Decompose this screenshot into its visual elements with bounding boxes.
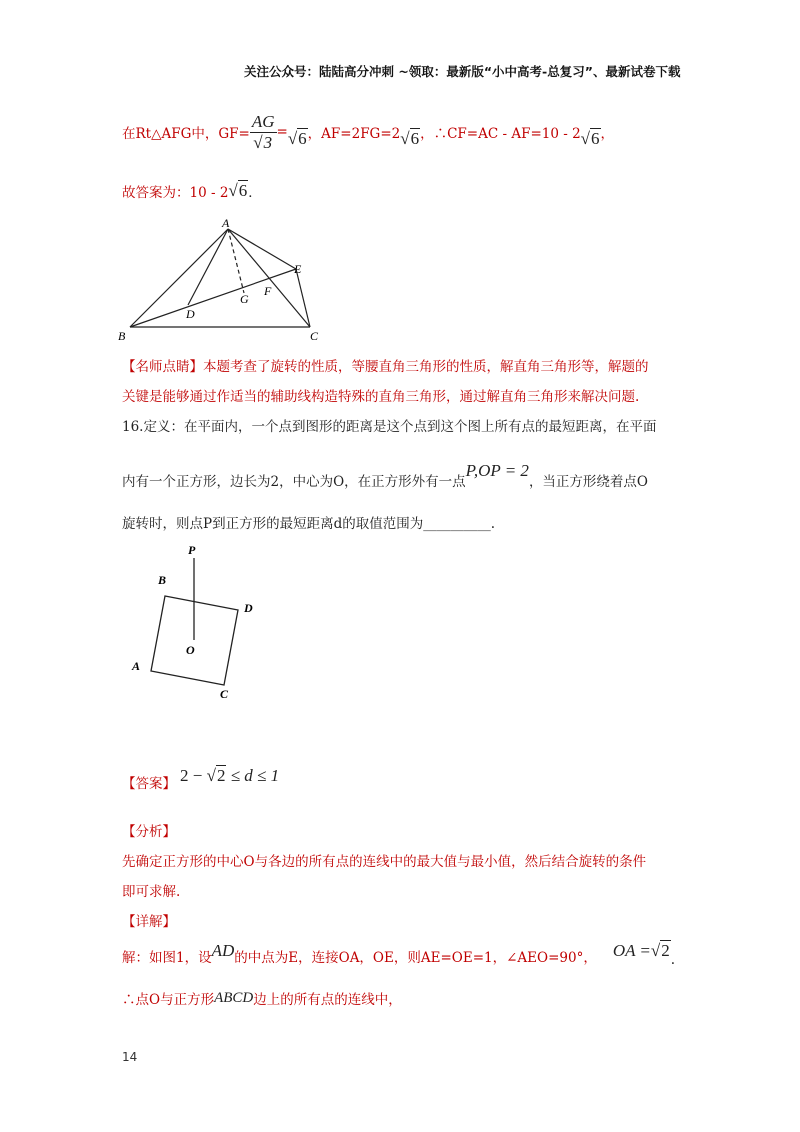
label-o: O (186, 643, 195, 657)
triangle-figure (110, 215, 340, 345)
answer-end: ． (248, 185, 262, 201)
q16-line-2-b: ，当正方形绕着点O (528, 474, 649, 490)
label-c: C (310, 329, 319, 343)
answer-line-15 (122, 181, 262, 201)
answer-sqrt2: 2 (216, 766, 226, 785)
detail-line-1-a: 解：如图1，设 (122, 950, 212, 966)
q16-line-3: 旋转时，则点P到正方形的最短距离d的取值范围为__________. (122, 516, 496, 532)
label-b2: B (158, 573, 167, 587)
solution-line-1 (122, 112, 614, 152)
detail-line-2 (122, 988, 402, 1008)
label-a: A (222, 216, 230, 230)
q16-line-1: 16.定义：在平面内，一个点到图形的距离是这个点到这个图上所有点的最短距离，在平面 (122, 419, 657, 435)
line-ae (228, 229, 296, 269)
label-g: G (240, 292, 249, 306)
square-figure (120, 540, 280, 705)
comment-text-1: 本题考查了旋转的性质，等腰直角三角形的性质，解直角三角形等，解题的 (203, 359, 649, 375)
answer-prefix: 故答案为：10 - 2 (122, 185, 229, 201)
analysis-line-1: 先确定正方形的中心O与各边的所有点的连线中的最大值与最小值，然后结合旋转的条件 (122, 854, 647, 870)
fraction-denominator: √3 (253, 132, 273, 152)
answer-tag: 【答案】 (122, 776, 176, 792)
sqrt6-a: √6 (287, 129, 307, 148)
detail-line-2-b: 边上的所有点的连线中， (253, 992, 402, 1008)
answer-math: 2 − √2 ≤ d ≤ 1 (180, 766, 280, 785)
analysis-line-2: 即可求解. (122, 884, 181, 900)
detail-line-1-end: . (670, 952, 676, 968)
label-p: P (188, 543, 196, 557)
detail-abcd: ABCD (214, 989, 254, 1006)
line-ad (188, 229, 228, 305)
comment-tag: 【名师点睛】 (122, 359, 203, 375)
detail-tag: 【详解】 (122, 914, 176, 930)
q16-math-p-op: P,OP = 2 (465, 461, 529, 480)
af-part: ，AF=2FG=2 (307, 126, 401, 142)
line-be (130, 269, 296, 327)
label-d2: D (244, 601, 253, 615)
detail-oa: OA = (612, 941, 651, 960)
sqrt6-c: √6 (580, 129, 600, 148)
label-b: B (118, 329, 126, 343)
fraction-ag-over-sqrt3 (250, 112, 277, 153)
page-header: 关注公众号：陆陆高分冲刺 ~领取：最新版“小中高考-总复习”、最新试卷下载 (244, 64, 681, 79)
label-a2: A (132, 659, 141, 673)
answer-line (122, 766, 280, 792)
detail-sqrt2: √2 (650, 941, 670, 960)
analysis-tag: 【分析】 (122, 824, 176, 840)
detail-line-2-a: ∴点O与正方形 (122, 992, 215, 1008)
line-ab (130, 229, 228, 327)
answer-math-a: 2 − (180, 766, 207, 785)
cf-part: ，∴CF=AC - AF=10 - 2 (420, 126, 581, 142)
label-e: E (294, 262, 302, 276)
page-number: 14 (122, 1050, 138, 1064)
equals-sign: = (276, 124, 288, 140)
end-comma: ， (600, 126, 615, 142)
q16-line-2 (122, 461, 649, 491)
q16-line-2-a: 内有一个正方形，边长为2，中心为O，在正方形外有一点 (122, 474, 466, 490)
label-d: D (186, 307, 195, 321)
detail-ad: AD (211, 941, 235, 960)
sqrt6-answer: √6 (228, 181, 248, 200)
fraction-numerator: AG (251, 111, 275, 131)
label-c2: C (220, 687, 229, 701)
label-f: F (264, 284, 272, 298)
answer-math-b: ≤ d ≤ 1 (226, 766, 280, 785)
comment-line-2: 关键是能够通过作适当的辅助线构造特殊的直角三角形，通过解直角三角形来解决问题. (122, 389, 640, 405)
detail-line-1-b: 的中点为E，连接OA，OE，则AE=OE=1，∠AEO=90°， (234, 950, 597, 966)
solution-prefix: 在Rt△AFG中，GF= (122, 126, 250, 142)
sqrt6-b: √6 (400, 129, 420, 148)
comment-line-1 (122, 355, 649, 375)
detail-line-1 (122, 941, 676, 968)
